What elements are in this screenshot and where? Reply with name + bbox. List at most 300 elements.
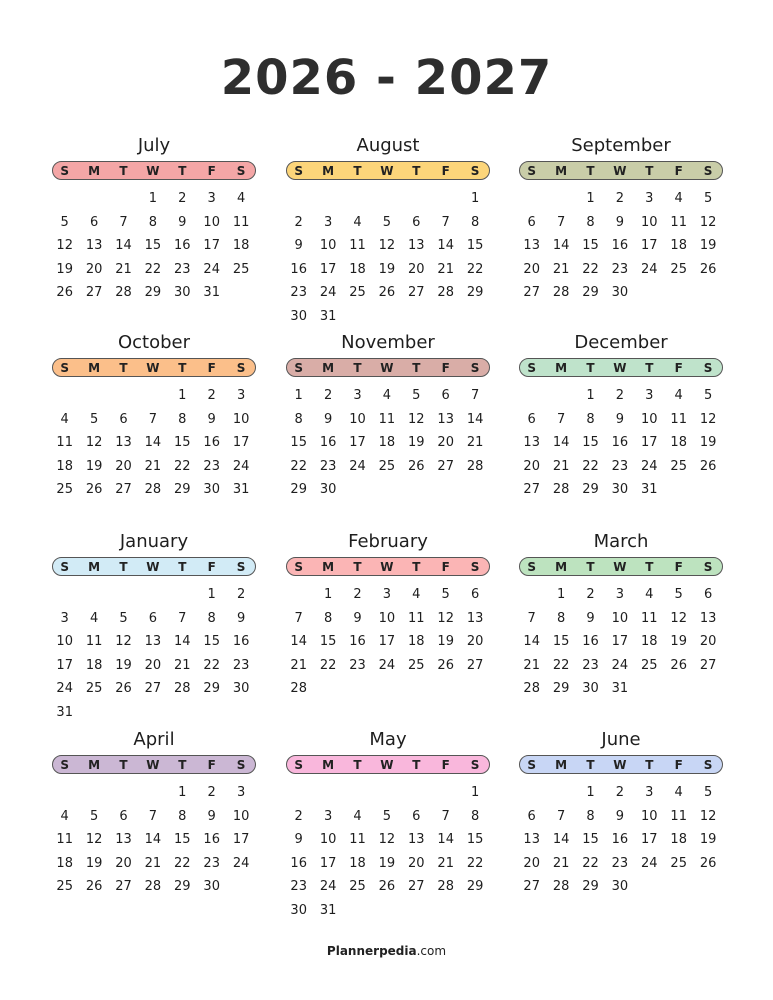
weekday-label: S xyxy=(294,560,304,574)
weekday-label: S xyxy=(236,560,246,574)
day-cell: 23 xyxy=(203,855,220,871)
day-cell: 7 xyxy=(556,411,566,427)
day-cell: 1 xyxy=(586,191,595,206)
day-cell: 12 xyxy=(699,808,717,824)
day-cell: 2 xyxy=(294,214,303,230)
month-november xyxy=(284,331,492,521)
day-cell: 9 xyxy=(294,238,303,253)
day-cell: 20 xyxy=(85,261,103,277)
weekday-label: M xyxy=(322,560,335,574)
day-cell: 30 xyxy=(174,285,191,300)
day-cell: 13 xyxy=(115,832,132,847)
day-cell: 25 xyxy=(670,855,687,871)
day-cell: 3 xyxy=(645,388,654,403)
day-cell: 13 xyxy=(408,832,425,847)
weekday-label: S xyxy=(527,758,537,772)
day-cell: 27 xyxy=(523,482,540,497)
day-cell: 13 xyxy=(115,435,132,450)
day-cell: 6 xyxy=(89,214,99,230)
day-cell: 7 xyxy=(148,411,158,427)
day-cell: 12 xyxy=(378,832,396,847)
day-cell: 20 xyxy=(523,855,540,871)
day-cell: 26 xyxy=(699,855,717,871)
day-cell: 22 xyxy=(466,855,484,871)
day-cell: 19 xyxy=(699,435,717,450)
day-cell: 12 xyxy=(670,610,687,626)
day-cell: 23 xyxy=(203,458,220,474)
month-name: November xyxy=(341,332,435,353)
day-cell: 17 xyxy=(641,435,658,450)
day-cell: 29 xyxy=(466,879,484,894)
day-cell: 26 xyxy=(378,285,396,300)
day-cell: 15 xyxy=(174,832,191,847)
day-cell: 14 xyxy=(552,238,570,253)
day-cell: 6 xyxy=(703,587,713,602)
day-cell: 5 xyxy=(89,808,99,824)
day-cell: 7 xyxy=(470,388,480,403)
day-cell: 25 xyxy=(85,681,103,696)
day-cell: 21 xyxy=(115,261,132,277)
day-cell: 14 xyxy=(466,411,484,427)
day-cell: 13 xyxy=(437,411,454,427)
weekday-label: W xyxy=(146,164,160,178)
day-cell: 29 xyxy=(466,285,484,300)
day-cell: 27 xyxy=(699,657,717,673)
day-cell: 5 xyxy=(89,411,99,427)
day-cell: 9 xyxy=(353,610,362,626)
day-cell: 10 xyxy=(641,411,658,427)
day-cell: 22 xyxy=(319,657,337,673)
weekday-label: F xyxy=(207,164,216,178)
day-cell: 2 xyxy=(178,191,187,206)
day-cell: 16 xyxy=(349,634,366,649)
day-cell: 10 xyxy=(611,610,629,626)
day-cell: 11 xyxy=(85,634,103,649)
month-april xyxy=(50,728,258,918)
day-cell: 1 xyxy=(323,587,333,602)
day-cell: 14 xyxy=(115,238,132,253)
day-cell: 25 xyxy=(349,879,366,894)
day-cell: 3 xyxy=(645,785,654,800)
day-cell: 14 xyxy=(552,435,570,450)
day-cell: 16 xyxy=(232,634,250,649)
day-cell: 21 xyxy=(437,855,454,871)
day-cell: 26 xyxy=(56,285,73,300)
month-name: April xyxy=(133,729,175,750)
day-cell: 1 xyxy=(148,191,158,206)
day-cell: 1 xyxy=(178,388,187,403)
weekday-label: T xyxy=(353,164,362,178)
day-cell: 5 xyxy=(119,610,128,626)
day-cell: 27 xyxy=(115,482,132,497)
footer-brand xyxy=(0,944,773,958)
weekday-label: M xyxy=(88,758,101,772)
day-cell: 3 xyxy=(236,785,246,800)
day-cell: 9 xyxy=(178,214,187,230)
day-cell: 6 xyxy=(119,411,128,427)
day-cell: 30 xyxy=(290,308,307,324)
weekday-label: M xyxy=(322,164,335,178)
day-cell: 28 xyxy=(552,482,570,497)
day-cell: 5 xyxy=(412,388,421,403)
day-cell: 4 xyxy=(674,388,683,403)
day-cell: 9 xyxy=(236,610,246,626)
weekday-label: W xyxy=(613,164,627,178)
weekday-label: T xyxy=(178,361,187,375)
weekday-label: S xyxy=(703,560,713,574)
day-cell: 1 xyxy=(294,388,303,403)
day-cell: 18 xyxy=(641,634,658,649)
day-cell: 8 xyxy=(470,808,480,824)
month-october xyxy=(50,331,258,521)
day-cell: 16 xyxy=(582,634,599,649)
day-cell: 28 xyxy=(437,285,454,300)
day-cell: 5 xyxy=(382,808,392,824)
weekday-label: S xyxy=(60,560,70,574)
day-cell: 19 xyxy=(699,238,717,253)
day-cell: 8 xyxy=(207,610,216,626)
day-cell: 2 xyxy=(207,785,216,800)
day-cell: 6 xyxy=(527,808,536,824)
day-cell: 14 xyxy=(437,832,454,847)
day-cell: 27 xyxy=(144,681,162,696)
day-cell: 21 xyxy=(144,458,162,474)
day-cell: 1 xyxy=(470,785,480,800)
month-name: October xyxy=(117,332,191,353)
weekday-label: F xyxy=(674,361,683,375)
day-cell: 18 xyxy=(670,238,687,253)
weekday-label: T xyxy=(645,164,654,178)
day-cell: 19 xyxy=(378,261,396,277)
day-cell: 9 xyxy=(615,214,625,230)
day-cell: 8 xyxy=(556,610,566,626)
day-cell: 16 xyxy=(174,238,191,253)
day-cell: 29 xyxy=(203,681,220,696)
day-cell: 18 xyxy=(85,657,103,673)
day-cell: 10 xyxy=(319,832,337,847)
day-cell: 31 xyxy=(203,285,220,300)
weekday-label: W xyxy=(613,361,627,375)
weekday-label: M xyxy=(322,361,335,375)
month-name: September xyxy=(571,135,671,156)
day-cell: 16 xyxy=(290,261,307,277)
footer-brand-domain: .com xyxy=(416,944,447,958)
day-cell: 13 xyxy=(408,238,425,253)
day-cell: 12 xyxy=(115,634,132,649)
day-cell: 14 xyxy=(144,832,162,847)
month-name: February xyxy=(348,531,428,552)
day-cell: 31 xyxy=(232,482,250,497)
day-cell: 12 xyxy=(378,238,396,253)
day-cell: 2 xyxy=(353,587,362,602)
day-cell: 7 xyxy=(441,214,450,230)
weekday-label: S xyxy=(236,758,246,772)
day-cell: 13 xyxy=(699,610,717,626)
day-cell: 20 xyxy=(408,855,425,871)
day-cell: 21 xyxy=(174,657,191,673)
day-cell: 4 xyxy=(382,388,392,403)
day-cell: 10 xyxy=(641,214,658,230)
weekday-label: T xyxy=(586,164,595,178)
weekday-label: M xyxy=(555,164,568,178)
day-cell: 27 xyxy=(523,879,540,894)
weekday-label: S xyxy=(527,164,537,178)
weekday-label: S xyxy=(703,164,713,178)
month-may xyxy=(284,728,492,918)
day-cell: 7 xyxy=(294,610,303,626)
day-cell: 21 xyxy=(552,261,570,277)
day-cell: 27 xyxy=(523,285,540,300)
month-name: August xyxy=(356,135,420,156)
day-cell: 28 xyxy=(552,879,570,894)
day-cell: 17 xyxy=(611,634,629,649)
day-cell: 24 xyxy=(203,261,220,277)
day-cell: 30 xyxy=(582,681,599,696)
day-cell: 26 xyxy=(85,879,103,894)
day-cell: 1 xyxy=(556,587,566,602)
weekday-label: T xyxy=(119,560,128,574)
day-cell: 19 xyxy=(699,832,717,847)
day-cell: 22 xyxy=(552,657,570,673)
day-cell: 17 xyxy=(56,657,73,673)
day-cell: 17 xyxy=(378,634,396,649)
day-cell: 2 xyxy=(586,587,595,602)
day-cell: 2 xyxy=(294,808,303,824)
day-cell: 14 xyxy=(290,634,307,649)
weekday-label: F xyxy=(441,361,450,375)
day-cell: 26 xyxy=(85,482,103,497)
day-cell: 2 xyxy=(615,191,625,206)
day-cell: 16 xyxy=(203,435,220,450)
day-cell: 17 xyxy=(203,238,220,253)
day-cell: 12 xyxy=(408,411,425,427)
day-cell: 14 xyxy=(174,634,191,649)
day-cell: 28 xyxy=(466,458,484,474)
weekday-label: M xyxy=(555,560,568,574)
weekday-label: F xyxy=(441,164,450,178)
weekday-label: S xyxy=(470,361,480,375)
weekday-label: T xyxy=(586,361,595,375)
day-cell: 4 xyxy=(236,191,246,206)
day-cell: 24 xyxy=(319,879,337,894)
day-cell: 8 xyxy=(586,808,595,824)
day-cell: 9 xyxy=(207,411,216,427)
day-cell: 8 xyxy=(148,214,158,230)
weekday-label: F xyxy=(207,361,216,375)
weekday-label: F xyxy=(441,758,450,772)
month-name: May xyxy=(369,729,407,750)
weekday-label: W xyxy=(380,361,394,375)
day-cell: 7 xyxy=(556,808,566,824)
day-cell: 29 xyxy=(582,285,599,300)
weekday-label: T xyxy=(645,758,654,772)
day-cell: 10 xyxy=(378,610,396,626)
day-cell: 8 xyxy=(178,411,187,427)
day-cell: 31 xyxy=(611,681,629,696)
weekday-label: W xyxy=(146,361,160,375)
weekday-label: F xyxy=(674,758,683,772)
weekday-label: S xyxy=(60,758,70,772)
weekday-label: M xyxy=(88,164,101,178)
day-cell: 19 xyxy=(437,634,454,649)
day-cell: 9 xyxy=(207,808,216,824)
month-name: July xyxy=(137,135,171,156)
day-cell: 5 xyxy=(441,587,450,602)
day-cell: 15 xyxy=(552,634,570,649)
day-cell: 7 xyxy=(556,214,566,230)
day-cell: 18 xyxy=(349,855,366,871)
day-cell: 15 xyxy=(582,832,599,847)
day-cell: 19 xyxy=(85,458,103,474)
day-cell: 24 xyxy=(56,681,73,696)
weekday-label: S xyxy=(60,361,70,375)
day-cell: 12 xyxy=(85,832,103,847)
day-cell: 10 xyxy=(56,634,73,649)
weekday-label: M xyxy=(555,758,568,772)
day-cell: 20 xyxy=(523,261,540,277)
day-cell: 27 xyxy=(408,879,425,894)
day-cell: 22 xyxy=(466,261,484,277)
day-cell: 19 xyxy=(115,657,132,673)
day-cell: 18 xyxy=(232,238,250,253)
day-cell: 10 xyxy=(203,214,220,230)
weekday-label: T xyxy=(645,560,654,574)
day-cell: 19 xyxy=(670,634,687,649)
day-cell: 28 xyxy=(144,879,162,894)
day-cell: 24 xyxy=(319,285,337,300)
day-cell: 22 xyxy=(290,458,307,474)
day-cell: 14 xyxy=(437,238,454,253)
day-cell: 3 xyxy=(645,191,654,206)
weekday-label: M xyxy=(88,361,101,375)
weekday-label: S xyxy=(294,361,304,375)
day-cell: 21 xyxy=(523,657,540,673)
day-cell: 19 xyxy=(378,855,396,871)
day-cell: 30 xyxy=(290,902,307,918)
day-cell: 26 xyxy=(670,657,687,673)
day-cell: 7 xyxy=(178,610,187,626)
day-cell: 24 xyxy=(611,657,629,673)
day-cell: 22 xyxy=(203,657,220,673)
day-cell: 18 xyxy=(378,435,396,450)
day-cell: 20 xyxy=(699,634,717,649)
day-cell: 18 xyxy=(56,458,73,474)
day-cell: 31 xyxy=(641,482,658,497)
day-cell: 13 xyxy=(523,832,540,847)
day-cell: 21 xyxy=(290,657,307,673)
day-cell: 6 xyxy=(441,388,450,403)
day-cell: 6 xyxy=(148,610,158,626)
day-cell: 4 xyxy=(89,610,99,626)
weekday-label: T xyxy=(586,758,595,772)
day-cell: 21 xyxy=(552,458,570,474)
day-cell: 6 xyxy=(412,808,421,824)
day-cell: 4 xyxy=(412,587,421,602)
day-cell: 4 xyxy=(60,808,69,824)
day-cell: 1 xyxy=(470,191,480,206)
day-cell: 12 xyxy=(437,610,454,626)
day-cell: 3 xyxy=(236,388,246,403)
day-cell: 13 xyxy=(466,610,484,626)
day-cell: 28 xyxy=(552,285,570,300)
day-cell: 3 xyxy=(353,388,362,403)
day-cell: 11 xyxy=(349,832,366,847)
page-title: 2026 - 2027 xyxy=(220,50,553,106)
day-cell: 23 xyxy=(611,261,629,277)
day-cell: 17 xyxy=(319,261,337,277)
day-cell: 11 xyxy=(232,214,250,230)
weekday-label: F xyxy=(674,560,683,574)
day-cell: 25 xyxy=(56,482,73,497)
weekday-label: S xyxy=(703,361,713,375)
day-cell: 18 xyxy=(349,261,366,277)
day-cell: 16 xyxy=(319,435,337,450)
day-cell: 20 xyxy=(115,855,132,871)
day-cell: 8 xyxy=(178,808,187,824)
day-cell: 20 xyxy=(144,657,162,673)
weekday-label: T xyxy=(645,361,654,375)
day-cell: 27 xyxy=(115,879,132,894)
day-cell: 23 xyxy=(349,657,366,673)
weekday-label: S xyxy=(294,164,304,178)
day-cell: 10 xyxy=(641,808,658,824)
day-cell: 4 xyxy=(60,411,69,427)
day-cell: 8 xyxy=(323,610,333,626)
weekday-label: T xyxy=(353,758,362,772)
weekday-label: F xyxy=(674,164,683,178)
day-cell: 13 xyxy=(144,634,162,649)
day-cell: 25 xyxy=(56,879,73,894)
day-cell: 22 xyxy=(582,458,599,474)
day-cell: 4 xyxy=(645,587,654,602)
day-cell: 30 xyxy=(319,482,337,497)
weekday-label: F xyxy=(207,758,216,772)
day-cell: 13 xyxy=(523,435,540,450)
day-cell: 15 xyxy=(144,238,162,253)
day-cell: 26 xyxy=(378,879,396,894)
month-january xyxy=(50,530,258,720)
day-cell: 17 xyxy=(232,832,250,847)
weekday-label: S xyxy=(470,758,480,772)
weekday-label: M xyxy=(88,560,101,574)
day-cell: 11 xyxy=(641,610,658,626)
day-cell: 12 xyxy=(56,238,73,253)
day-cell: 23 xyxy=(290,285,307,300)
weekday-label: S xyxy=(60,164,70,178)
day-cell: 2 xyxy=(615,388,625,403)
day-cell: 28 xyxy=(437,879,454,894)
day-cell: 9 xyxy=(615,808,625,824)
day-cell: 24 xyxy=(232,458,250,474)
day-cell: 10 xyxy=(349,411,366,427)
day-cell: 25 xyxy=(408,657,425,673)
day-cell: 30 xyxy=(611,879,629,894)
weekday-label: T xyxy=(178,560,187,574)
day-cell: 2 xyxy=(615,785,625,800)
day-cell: 28 xyxy=(290,681,307,696)
day-cell: 24 xyxy=(641,458,658,474)
day-cell: 18 xyxy=(670,832,687,847)
day-cell: 15 xyxy=(319,634,337,649)
day-cell: 9 xyxy=(615,411,625,427)
day-cell: 13 xyxy=(85,238,103,253)
weekday-label: T xyxy=(353,560,362,574)
day-cell: 31 xyxy=(56,704,73,720)
day-cell: 8 xyxy=(586,214,595,230)
day-cell: 29 xyxy=(582,879,599,894)
day-cell: 1 xyxy=(178,785,187,800)
day-cell: 13 xyxy=(523,238,540,253)
